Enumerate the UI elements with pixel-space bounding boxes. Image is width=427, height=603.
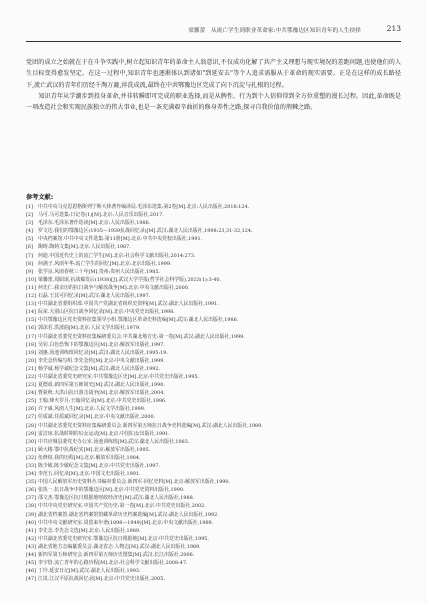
body-text	[26, 57, 401, 113]
reference-item	[26, 284, 401, 292]
reference-item	[26, 349, 401, 357]
reference-item	[26, 308, 401, 316]
reference-number: [26]	[26, 406, 37, 413]
reference-text: 杨学诚.杨学诚纪念文集[M].武汉:湖北人民出版社,1992.	[38, 365, 161, 372]
reference-text: 中共湖北省委党史研究室.鄂豫边区抗日根据地[M].北京:中共党史出版社,1995.	[38, 535, 209, 542]
reference-item	[26, 235, 401, 243]
reference-number: [14]	[26, 309, 37, 316]
reference-item	[26, 559, 401, 567]
reference-number: [34]	[26, 471, 37, 478]
reference-item	[26, 486, 401, 494]
reference-item	[26, 211, 401, 219]
reference-item	[26, 454, 401, 462]
paragraph: 知识青年从学潮步到投身革命,并非转瞬即可完成的职业选择,而是从脾性、行为到个人信仰得到全方位重塑的漫长过程。因此,革命既是一项改造社会和实现民族独立的伟大事业,也是一条充满艰辛曲折的修身养性之路,探寻自我价值的荆棘之路。	[26, 92, 401, 112]
reference-text: 中共中央文献研究室.周恩来年谱(1898—1949)[M].北京:中央文献出版社,1989.	[38, 519, 214, 526]
reference-text: 陈少敏.陈少敏纪念文集[M].北京:中共党史出版社,1997.	[38, 463, 161, 469]
reference-number: [5]	[26, 236, 33, 243]
reference-number: [9]	[26, 268, 33, 275]
reference-number: [20]	[26, 357, 37, 364]
reference-number: [18]	[26, 341, 37, 348]
reference-item	[26, 252, 401, 260]
reference-item	[26, 381, 401, 389]
reference-text: 伍修权.我的历程[M].北京:解放军出版社,1984.	[38, 454, 141, 461]
reference-number: [45]	[26, 560, 37, 567]
reference-text: 李先念传编写组.李先念传[M].北京:中央文献出版社,1999.	[38, 357, 165, 364]
reference-text: 阮荣.大别山区抗日战争回忆录[M].北京:中央党史出版社,1998.	[38, 309, 175, 316]
reference-text: 夏德成.新四军第五师简史[M].武汉:湖北人民出版社,1990.	[38, 382, 165, 389]
reference-text: 王翰.烽火岁月:王翰回忆录[M].北京:中共党史出版社,1996.	[38, 398, 167, 405]
reference-text: 何先仁.我亲历的抗日战争与解放战争[M].北京:中央文献出版社,2000.	[38, 284, 190, 291]
reference-number: [31]	[26, 446, 37, 453]
reference-number: [38]	[26, 503, 37, 510]
reference-text: 马可.马可选集:日记卷(1)[M].北京:人民音乐出版社,2017.	[38, 212, 164, 219]
reference-text: 中共湖北省委党史资料征集编研委员会.新四军第五师抗日战争史料选编[M].武汉:湖北人民出版社,1989.	[38, 422, 263, 429]
reference-number: [36]	[26, 487, 37, 494]
reference-text: 江岚.江汉平原抗战回忆录[M].北京:中共党史出版社,2005.	[38, 576, 165, 583]
reference-item	[26, 519, 401, 527]
reference-item	[26, 227, 401, 235]
reference-text: 中共应城县委党史办公室.汤池训练班[M].武汉:湖北人民出版社,1983.	[38, 438, 190, 445]
reference-item	[26, 260, 401, 268]
reference-number: [2]	[26, 212, 33, 219]
reference-item	[26, 341, 401, 349]
reference-text: 张执一.抗日战争中的鄂豫边区[M].北京:中共党史资料出版社,1990.	[38, 487, 185, 494]
reference-number: [12]	[26, 293, 37, 300]
reference-item	[26, 300, 401, 308]
reference-text: 石磊.王其可回忆录[M].武汉:湖北人民出版社,1997.	[38, 293, 151, 300]
reference-number: [39]	[26, 511, 37, 518]
reference-number: [24]	[26, 390, 37, 397]
reference-item	[26, 333, 401, 341]
reference-number: [6]	[26, 244, 33, 251]
reference-text: 李宇焓.流亡青年的心路历程[M].北京:社会科学文献出版社,2008:47.	[38, 560, 188, 567]
reference-number: [4]	[26, 228, 33, 235]
reference-number: [44]	[26, 552, 37, 559]
reference-item	[26, 470, 401, 478]
reference-text: 张学良.风雨春秋三十年[M].贵州:贵州人民出版社,1985.	[38, 268, 161, 275]
reference-item	[26, 219, 401, 227]
reference-number: [46]	[26, 568, 37, 575]
reference-number: [8]	[26, 260, 33, 267]
reference-number: [29]	[26, 430, 37, 437]
reference-item	[26, 203, 401, 211]
reference-number: [37]	[26, 495, 37, 502]
reference-number: [28]	[26, 422, 37, 429]
reference-item	[26, 405, 401, 413]
reference-text: 中共湖北省委党史资料征集编研委员会.中共湖北地方史:第一卷[M].武汉:湖北人民出版社,1999.	[38, 333, 245, 340]
reference-item	[26, 575, 401, 583]
reference-text: 任质斌.任质斌回忆录[M].北京:中央文献出版社,2000.	[38, 414, 156, 421]
reference-text: 罗文达.我们的鄂豫边区(1935—1939抗战回忆录)[M].武汉:湖北人民出版社,1998:23,31-32,124.	[38, 228, 253, 235]
reference-number: [35]	[26, 479, 37, 486]
reference-text: 何迪.中国近代史上的流亡学生[M].北京:社会科学文献出版社,2014:273.	[38, 252, 196, 259]
reference-text: 丁玲.延安日记[M].武汉:湖北人民出版社,1993.	[38, 568, 141, 575]
reference-item	[26, 543, 401, 551]
reference-text: 中国人民解放军历史资料丛书编审委员会.新四军·回忆史料[M].北京:解放军出版社,1990.	[38, 479, 231, 486]
reference-item	[26, 462, 401, 470]
reference-number: [10]	[26, 276, 37, 283]
reference-text: 毛泽东.毛泽东著作选读[M].北京:人民出版社,1986.	[38, 220, 151, 227]
reference-text: 梁馨蕾,周昭珉.抗战爆发后(1938)[J].武汉大学学报(哲学社会科学版),2023(1):3-40.	[38, 276, 222, 283]
reference-item	[26, 243, 401, 251]
reference-item	[26, 502, 401, 510]
reference-text: 郭沫若.洪波曲[M].北京:人民文学出版社,1979.	[38, 325, 141, 332]
reference-item	[26, 446, 401, 454]
reference-item	[26, 389, 401, 397]
running-head: 梁馨蕾 从流亡学生到职业革命家:中共鄂豫边区知识青年的人生抉择	[188, 28, 361, 34]
reference-number: [17]	[26, 333, 37, 340]
reference-text: 中共中央马克思恩格斯列宁斯大林著作编译局.毛泽东选集:第2卷[M].北京:人民出版社,2018:124.	[38, 204, 250, 210]
reference-number: [13]	[26, 301, 37, 308]
reference-number: [1]	[26, 204, 33, 210]
reference-text: 顾大椿.鄂中抗战纪实[M].北京:解放军出版社,1995.	[38, 446, 151, 453]
reference-text: 陶铸.陶铸文集[M].北京:人民出版社,1987.	[38, 244, 131, 251]
reference-number: [11]	[26, 284, 37, 291]
reference-text: 何满子.风雨年华:流亡学生的回忆[M].北京:北京出版社,1999.	[38, 260, 172, 267]
reference-text: 湖北省档案馆.湖北省档案馆馆藏革命历史档案选编[M].武汉:湖北人民出版社,1992.	[38, 511, 219, 518]
reference-item	[26, 478, 401, 486]
reference-number: [22]	[26, 373, 37, 380]
reference-text: 中共湖北省委党史研究室.中共鄂豫边区史[M].北京:中共党史出版社,1995.	[38, 373, 200, 380]
reference-number: [47]	[26, 576, 37, 583]
reference-number: [27]	[26, 414, 37, 421]
reference-text: 刘惠.汤池训练班回忆录[M].武汉:湖北人民出版社,1995:19.	[38, 349, 168, 356]
reference-item	[26, 397, 401, 405]
reference-number: [42]	[26, 535, 37, 542]
reference-item	[26, 357, 401, 365]
reference-number: [30]	[26, 438, 37, 445]
reference-item	[26, 551, 401, 559]
reference-item	[26, 535, 401, 543]
reference-item	[26, 494, 401, 502]
reference-text: 曹荻秋.大洪山抗日游击战争[M].北京:解放军出版社,2004.	[38, 390, 165, 397]
reference-item	[26, 438, 401, 446]
references-list	[26, 203, 401, 583]
reference-text: 许子威.风雨人生[M].北京:人民文学出版社,1999.	[38, 406, 146, 413]
reference-text: 中共湖北省委组织部.中国共产党湖北省组织史资料[M].武汉:湖北人民出版社,1991.	[38, 301, 219, 308]
reference-text: 李范五.回忆录[M].北京:中国文史出版社,1991.	[38, 471, 141, 478]
reference-number: [43]	[26, 543, 37, 550]
reference-item	[26, 373, 401, 381]
reference-number: [3]	[26, 220, 33, 227]
reference-item	[26, 324, 401, 332]
reference-item	[26, 268, 401, 276]
reference-item	[26, 276, 401, 284]
reference-number: [7]	[26, 252, 33, 259]
reference-item	[26, 365, 401, 373]
reference-item	[26, 422, 401, 430]
reference-text: 湖北省地方志编纂委员会.湖北省志·人物志[M].武汉:湖北人民出版社,1989.	[38, 543, 201, 550]
reference-text: 李先念.李先念文选[M].北京:人民出版社,1989.	[38, 527, 141, 534]
reference-item	[26, 413, 401, 421]
reference-number: [25]	[26, 398, 37, 405]
reference-number: [19]	[26, 349, 37, 356]
reference-number: [16]	[26, 325, 37, 332]
reference-number: [33]	[26, 463, 37, 469]
reference-text: 雷洁琼.抗战时期的妇女运动[M].北京:中国妇女出版社,1991.	[38, 430, 170, 437]
reference-number: [41]	[26, 527, 37, 534]
reference-text: 吴钊.白色恐怖下的鄂豫边区[M].北京:解放军出版社,1997.	[38, 341, 165, 348]
reference-item	[26, 316, 401, 324]
reference-item	[26, 292, 401, 300]
reference-item	[26, 430, 401, 438]
reference-text: 中央档案馆.中共中央文件选集:第11册[M].北京:中共中央党校出版社,1991.	[38, 236, 203, 243]
reference-number: [21]	[26, 365, 37, 372]
reference-text: 新四军第五师研究会.新四军第五师历史图集[M].武汉:长江出版社,2006.	[38, 552, 195, 559]
reference-number: [40]	[26, 519, 37, 526]
reference-item	[26, 567, 401, 575]
reference-item	[26, 527, 401, 535]
references-title: 参考文献:	[26, 194, 54, 201]
reference-text: 邵文杰.鄂豫边区抗日根据地财政经济史[M].武汉:湖北人民出版社,1988.	[38, 495, 195, 502]
reference-text: 中共中央党史研究室.中国共产党历史:第一卷[M].北京:中共党史出版社,2002.	[38, 503, 206, 510]
reference-item	[26, 511, 401, 519]
reference-number: [23]	[26, 382, 37, 389]
page-number: 213	[386, 24, 401, 33]
paragraph: 党团的成立之始就在于在斗争实践中,树立起知识青年的革命主人翁意识,不仅成功化解了共产主义理想与现实境况的差距问题,也使他们的人生目标变得愈发坚定。在这一过程中,知识青年也逐渐体认到诸如"到延安去"等个人追求需服从于革命的现实需要。正是在这样的成长路径下,流亡武汉的青年们历经千淘万漉,淬洗成流,最终在中共鄂豫边区完成了向下沉淀与扎根的过程。	[26, 59, 401, 89]
reference-number: [15]	[26, 317, 37, 324]
reference-text: 中共鄂豫边区党史资料征集领导小组.鄂豫边区革命史料选编[M].武汉:湖北人民出版社,1986.	[38, 317, 239, 324]
reference-number: [32]	[26, 454, 37, 461]
page-header	[26, 19, 401, 42]
